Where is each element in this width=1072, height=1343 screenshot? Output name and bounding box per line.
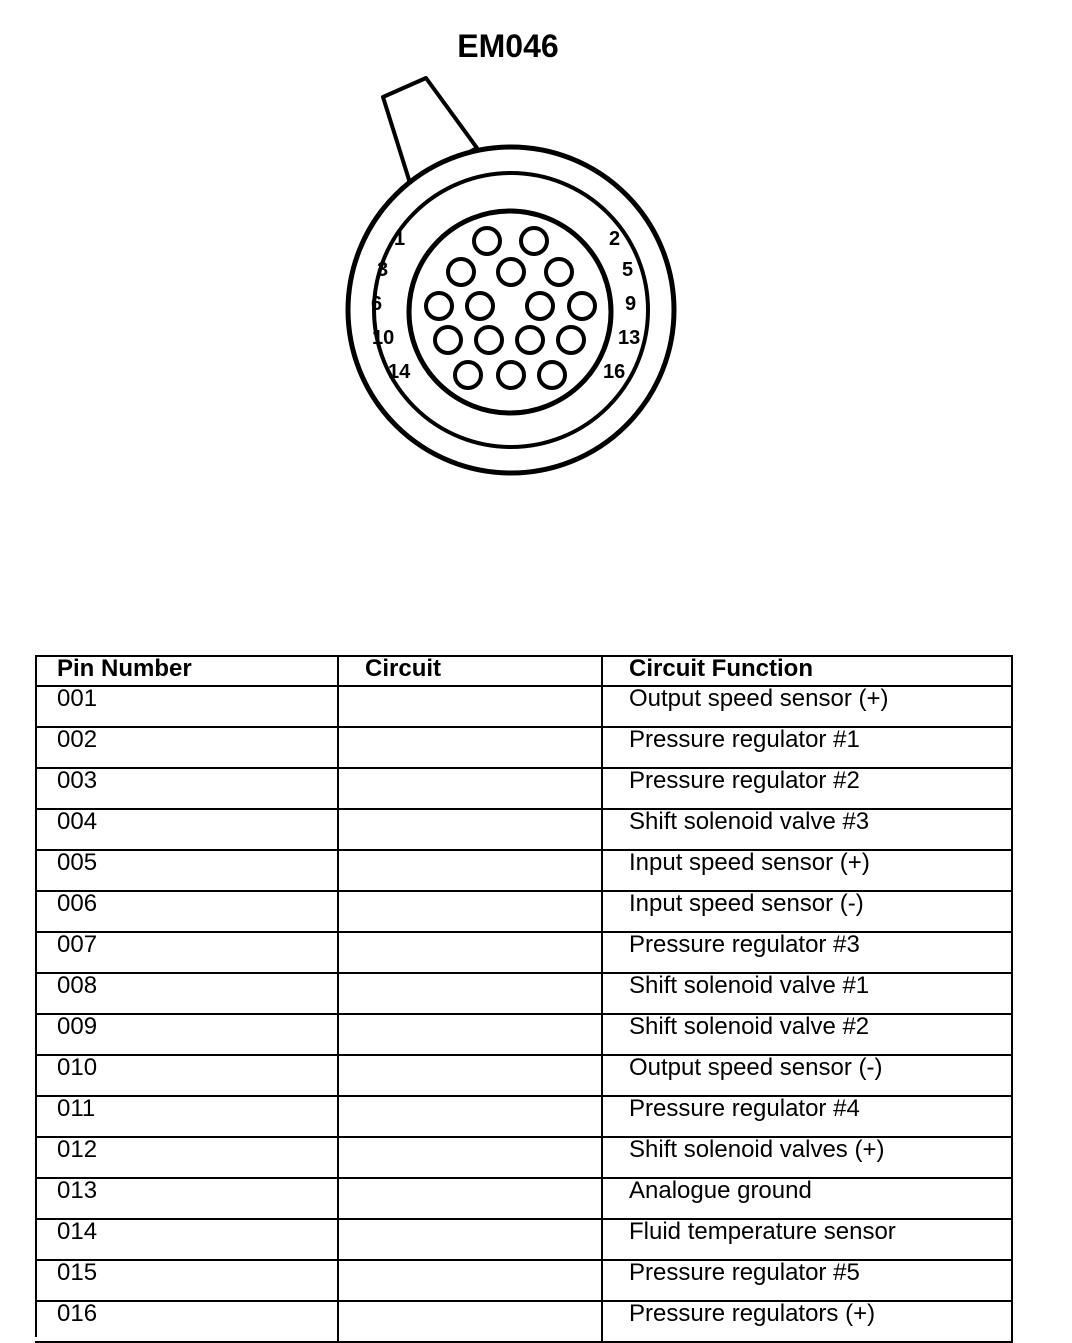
pin-number-cell: 009 [35, 1014, 338, 1055]
connector-diagram [0, 0, 1072, 620]
circuit-cell [338, 1137, 602, 1178]
circuit-cell [338, 686, 602, 727]
circuit-cell [338, 727, 602, 768]
circuit-cell [338, 1055, 602, 1096]
table-row [35, 1301, 1012, 1342]
pin-label-2: 2 [609, 228, 621, 250]
pin-cavity [435, 327, 461, 353]
pin-cavity [476, 327, 502, 353]
pin-cavity [448, 259, 474, 285]
pin-label-14: 14 [388, 361, 411, 383]
pin-function-table [35, 655, 1013, 1343]
circuit-function-cell: Shift solenoid valve #3 [602, 809, 1012, 850]
pin-cavity [467, 293, 493, 319]
table-row [35, 1178, 1012, 1219]
pin-cavity [455, 362, 481, 388]
pin-number-cell: 008 [35, 973, 338, 1014]
circuit-cell [338, 932, 602, 973]
pin-cavity [569, 293, 595, 319]
circuit-function-cell: Shift solenoid valves (+) [602, 1137, 1012, 1178]
table-row [35, 891, 1012, 932]
pin-label-10: 10 [372, 327, 395, 349]
circuit-function-cell: Output speed sensor (+) [602, 686, 1012, 727]
pin-cavity [426, 293, 452, 319]
pin-label-6: 6 [371, 293, 383, 315]
circuit-function-cell: Analogue ground [602, 1178, 1012, 1219]
table-header-row [35, 656, 1012, 686]
circuit-function-cell: Pressure regulator #3 [602, 932, 1012, 973]
pin-number-cell: 001 [35, 686, 338, 727]
circuit-function-cell: Pressure regulator #4 [602, 1096, 1012, 1137]
pin-number-cell: 014 [35, 1219, 338, 1260]
pin-label-16: 16 [603, 361, 626, 383]
table-row [35, 1137, 1012, 1178]
pin-cavity [498, 259, 524, 285]
connector-title: EM046 [457, 28, 559, 64]
circuit-cell [338, 1219, 602, 1260]
circuit-function-cell: Output speed sensor (-) [602, 1055, 1012, 1096]
table-row [35, 850, 1012, 891]
pin-number-cell: 004 [35, 809, 338, 850]
circuit-function-cell: Shift solenoid valve #1 [602, 973, 1012, 1014]
table-row [35, 1055, 1012, 1096]
pin-label-13: 13 [618, 327, 641, 349]
circuit-cell [338, 809, 602, 850]
pin-number-cell: 011 [35, 1096, 338, 1137]
pin-cavity [498, 362, 524, 388]
circuit-function-cell: Input speed sensor (+) [602, 850, 1012, 891]
table-row [35, 1219, 1012, 1260]
circuit-function-cell: Input speed sensor (-) [602, 891, 1012, 932]
circuit-cell [338, 1014, 602, 1055]
pin-cavity [558, 327, 584, 353]
pin-number-cell: 015 [35, 1260, 338, 1301]
circuit-function-cell: Pressure regulator #5 [602, 1260, 1012, 1301]
pin-number-cell: 003 [35, 768, 338, 809]
pin-cavity [517, 327, 543, 353]
pin-number-cell: 007 [35, 932, 338, 973]
circuit-function-cell: Fluid temperature sensor [602, 1219, 1012, 1260]
pin-number-cell: 005 [35, 850, 338, 891]
pin-label-5: 5 [622, 259, 634, 281]
circuit-cell [338, 1301, 602, 1342]
circuit-cell [338, 1096, 602, 1137]
circuit-cell [338, 1178, 602, 1219]
circuit-function-cell: Pressure regulator #1 [602, 727, 1012, 768]
header-pin-number: Pin Number [35, 656, 338, 686]
pin-label-9: 9 [625, 293, 637, 315]
circuit-function-cell: Shift solenoid valve #2 [602, 1014, 1012, 1055]
table-row [35, 727, 1012, 768]
pin-number-cell: 012 [35, 1137, 338, 1178]
pin-number-cell: 013 [35, 1178, 338, 1219]
table-row [35, 768, 1012, 809]
pin-number-cell: 010 [35, 1055, 338, 1096]
table-body [35, 686, 1012, 1342]
pin-cavity [521, 228, 547, 254]
table-row [35, 1260, 1012, 1301]
pin-label-1: 1 [394, 228, 406, 250]
pin-cavity [527, 293, 553, 319]
table-row [35, 686, 1012, 727]
circuit-cell [338, 850, 602, 891]
pin-cavity [539, 362, 565, 388]
pin-number-cell: 006 [35, 891, 338, 932]
pin-number-cell: 002 [35, 727, 338, 768]
table-row [35, 809, 1012, 850]
table-row [35, 932, 1012, 973]
circuit-function-cell: Pressure regulator #2 [602, 768, 1012, 809]
pin-cavity [474, 228, 500, 254]
circuit-cell [338, 768, 602, 809]
circuit-function-cell: Pressure regulators (+) [602, 1301, 1012, 1342]
table-row [35, 1014, 1012, 1055]
pin-number-cell: 016 [35, 1301, 338, 1342]
circuit-cell [338, 891, 602, 932]
pin-label-3: 3 [377, 259, 389, 281]
header-circuit: Circuit [338, 656, 602, 686]
circuit-cell [338, 973, 602, 1014]
table-row [35, 1096, 1012, 1137]
pin-cavity [546, 259, 572, 285]
table-row [35, 973, 1012, 1014]
header-circuit-function: Circuit Function [602, 656, 1012, 686]
circuit-cell [338, 1260, 602, 1301]
